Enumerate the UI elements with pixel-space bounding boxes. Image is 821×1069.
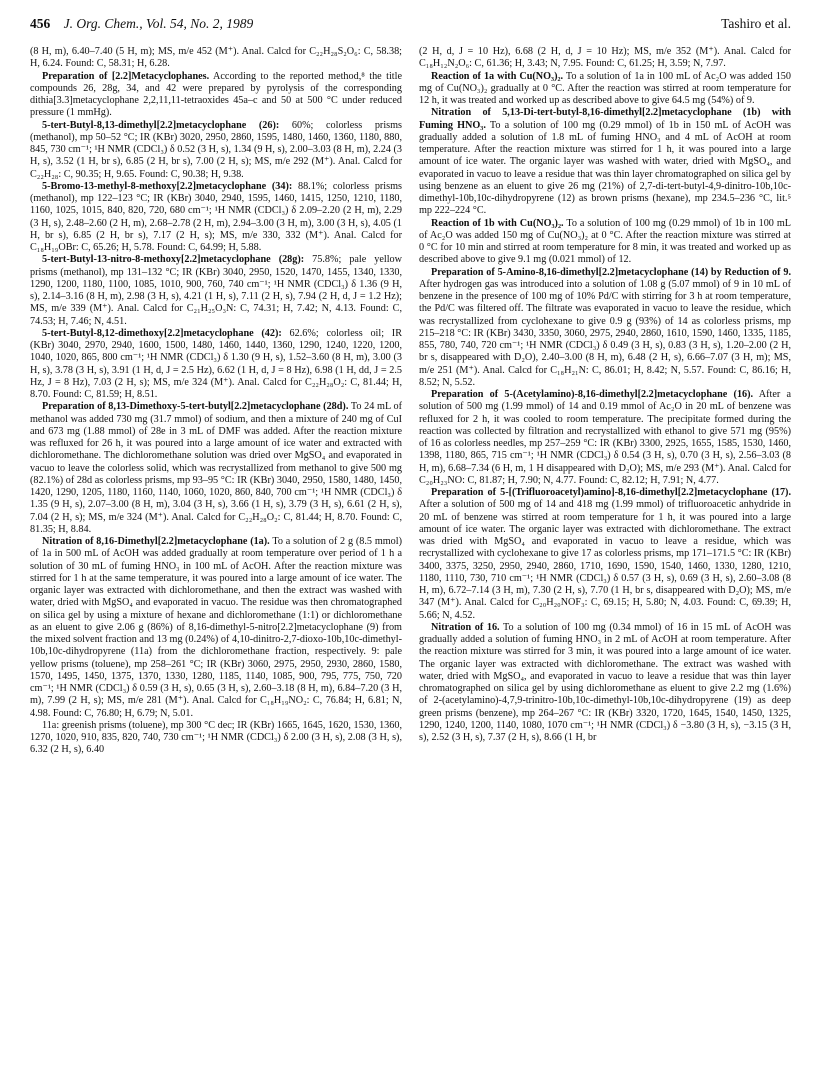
paragraph — [30, 46, 402, 71]
section-heading: Reaction of 1b with Cu(NO₃)₂. — [431, 217, 564, 229]
paragraph — [30, 120, 402, 181]
paragraph-text: To a solution of 1a in 100 mL of Ac₂O was added 150 mg of Cu(NO₃)₂ gradually at 0 °C. After the reaction was stirred at room temperature for 12 h, it was treated and worked up as described above to give 64.5 mg (54%) of 9. — [419, 70, 791, 106]
paragraph — [30, 536, 402, 720]
paragraph — [30, 401, 402, 536]
paragraph-text: To 24 mL of methanol was added 730 mg (31.7 mmol) of sodium, and then a mixture of 240 mg of CuI and 673 mg (1.88 mmol) of 28e in 3 mL of DMF was added. After the reaction mixture was refluxed for 26 h, it was poured into a large amount of ice water and extracted with dichloromethane. The dichloromethane solution was dried over MgSO₄ and evaporated in vacuo to leave the colorless solid, which was recrystallized from methanol to give 500 mg (82.1%) of 28d as colorless prisms, mp 93–95 °C: IR (KBr) 3040, 2950, 1580, 1480, 1450, 1420, 1290, 1205, 1180, 1160, 1140, 1060, 1020, 860, 840, 700 cm⁻¹; ¹H NMR (CDCl₃) δ 1.35 (9 H, s), 2.07–3.00 (8 H, m), 3.04 (3 H, s), 3.66 (1 H, s), 3.79 (3 H, s), 6.61 (2 H, s), 7.04 (2 H, s); MS, m/e 324 (M⁺). Anal. Calcd for C₂₂H₂₈O₂: C, 81.44; H, 8.70. Found: C, 81.35; H, 8.84. — [30, 401, 402, 535]
paragraph-text: 11a: greenish prisms (toluene), mp 300 °C dec; IR (KBr) 1665, 1645, 1620, 1530, 1360, 1270, 1020, 910, 835, 820, 740, 730 cm⁻¹; ¹H NMR (CDCl₃) δ 2.00 (3 H, s), 2.08 (3 H, s), 6.32 (2 H, s), 6.40 — [30, 719, 402, 756]
section-heading: 5-tert-Butyl-13-nitro-8-methoxy[2.2]metacyclophane (28g): — [42, 254, 305, 266]
running-authors: Tashiro et al. — [721, 16, 791, 31]
paragraph-text: To a solution of 100 mg (0.29 mmol) of 1b in 100 mL of Ac₂O was added 150 mg of Cu(NO₃)₂ at 0 °C. After the reaction mixture was stirred at 0 °C for 10 min and stirred at room temperature for 8 min, it was treated and worked up as described above to give 9.1 mg (0.021 mmol) of 12. — [419, 217, 791, 266]
page-number: 456 — [30, 16, 51, 31]
paragraph — [419, 622, 791, 745]
paragraph — [30, 181, 402, 255]
paragraph-text: After a solution of 500 mg of 14 and 418 mg (1.99 mmol) of trifluoroacetic anhydride in 20 mL of benzene was stirred at room temperature for 1 h, it was poured into a large amount of ice water. The organic layer was extracted with dichloromethane. The extract was dried with MgSO₄ and evaporated in vacuo to leave a residue, which was recrystallized with cyclohexane to give 17 as colorless prisms, mp 171–171.5 °C: IR (KBr) 3400, 3375, 3250, 2950, 2940, 2860, 1710, 1690, 1590, 1540, 1460, 1330, 1280, 1210, 1180, 1110, 730, 710 cm⁻¹; ¹H NMR (CDCl₃) δ 0.57 (3 H, s), 0.69 (3 H, s), 2.60–3.08 (8 H, m), 6.72–7.14 (3 H, m), 7.30 (2 H, s), 7.70 (1 H, br s, disappeared with D₂O); MS, m/e 347 (M⁺). Anal. Calcd for C₂₀H₂₀NOF₃: C, 69.15; H, 5.80; N, 4.03. Found: C, 69.39; H, 5.66; N, 4.52. — [419, 499, 791, 621]
section-heading: Preparation of [2.2]Metacyclophanes. — [42, 70, 210, 82]
paragraph-text: 88.1%; colorless prisms (methanol), mp 122–123 °C; IR (KBr) 3040, 2940, 1595, 1460, 1415, 1250, 1210, 1180, 1160, 1025, 1015, 840, 820, 720, 680 cm⁻¹; ¹H NMR (CDCl₃) δ 2.09–2.20 (2 H, m), 2.29 (3 H, s), 2.48–2.60 (2 H, m), 2.68–2.78 (2 H, m), 2.94–3.00 (3 H, m), 3.00 (3 H, s), 4.05 (1 H, br s), 6.85 (2 H, br s), 7.17 (2 H, s); MS, m/e 330, 332 (M⁺). Anal. Calcd for C₁₈H₁₉OBr: C, 65.26; H, 5.78. Found: C, 64.99; H, 5.88. — [30, 180, 402, 253]
paragraph — [419, 389, 791, 487]
journal-citation: J. Org. Chem., Vol. 54, No. 2, 1989 — [63, 16, 254, 31]
section-heading: 5-tert-Butyl-8,13-dimethyl[2.2]metacyclophane (26): — [42, 119, 280, 131]
paragraph-text: According to the reported method,⁸ the title compounds 26, 28g, 34, and 42 were prepared by pyrolysis of the corresponding dithia[3.3]metacyclophane 2,2,11,11-tetraoxides 45a–c and 50 at 500 °C under reduced pressure (1 mmHg). — [30, 70, 402, 119]
paragraph — [419, 46, 791, 71]
paragraph — [419, 71, 791, 108]
paragraph-text: After a solution of 500 mg (1.99 mmol) of 14 and 0.19 mmol of Ac₂O in 20 mL of benzene was refluxed for 2 h, it was cooled to room temperature. The precipitate formed during the reaction was collected by filtration and recrystallized with ethanol to give 571 mg (95%) of 16 as colorless needles, mp 257–259 °C: IR (KBr) 3300, 2925, 1655, 1585, 1530, 1460, 1398, 1180, 865, 715 cm⁻¹; ¹H NMR (CDCl₃) δ 0.54 (3 H, s), 0.70 (3 H, s), 2.56–3.03 (8 H, m), 6.68–7.34 (6 H, m, 1 H disappeared with D₂O); MS, m/e 293 (M⁺). Anal. Calcd for C₂₀H₂₃NO: C, 81.87; H, 7.90; N, 4.77. Found: C, 82.12; H, 7.91; N, 4.77. — [419, 389, 791, 486]
paragraph — [30, 254, 402, 328]
paragraph — [30, 71, 402, 120]
paragraph-text: 62.6%; colorless oil; IR (KBr) 3040, 2970, 2940, 1600, 1500, 1480, 1460, 1440, 1360, 1290, 1240, 1220, 1200, 1040, 1020, 865, 800 cm⁻¹; ¹H NMR (CDCl₃) δ 1.30 (9 H, s), 1.52–3.60 (8 H, m), 3.00 (3 H, s), 3.78 (3 H, s), 3.91 (1 H, d, J = 2.5 Hz), 6.62 (1 H, d, J = 8 Hz), 6.98 (1 H, dd, J = 2.5 Hz, J = 8 Hz), 7.03 (2 H, s); MS, m/e 324 (M⁺). Anal. Calcd for C₂₂H₂₈O₂: C, 81.44; H, 8.70. Found: C, 81.59; H, 8.51. — [30, 327, 402, 400]
paragraph-text: To a solution of 100 mg (0.29 mmol) of 1b in 150 mL of AcOH was gradually added a solution of 1.8 mL of fuming HNO₃ and 4 mL of AcOH at room temperature. After the reaction mixture was stirred for 1 h, it was poured into a large amount of ice water. The organic layer was washed with water, dried with MgSO₄, and evaporated in vacuo to leave a residue that was thin layer chromatographed on silica gel by using benzene as an eluent to give 26 mg (21%) of 2,7-di-tert-butyl-4,9-dinitro-10b,10c-dimethyl-10b,10c-dihydropyrene (12) as brown prisms (hexane), mp 234.5–236 °C, lit.⁵ mp 222–224 °C. — [419, 119, 791, 217]
paragraph-text: 75.8%; pale yellow prisms (methanol), mp 131–132 °C; IR (KBr) 3040, 2950, 1520, 1470, 1455, 1340, 1330, 1290, 1200, 1180, 1100, 1085, 1010, 900, 760, 740 cm⁻¹; ¹H NMR (CDCl₃) δ 1.36 (9 H, s), 2.14–3.16 (8 H, m), 2.98 (3 H, s), 4.21 (1 H, s), 7.11 (2 H, s), 7.94 (2 H, d, J = 1.2 Hz); MS, m/e 339 (M⁺). Anal. Calcd for C₂₁H₂₅O₃N: C, 74.31; H, 7.42; N, 4.13. Found: C, 74.53; H, 7.46; N, 4.51. — [30, 254, 402, 327]
paragraph — [30, 328, 402, 402]
paragraph-text: (2 H, d, J = 10 Hz), 6.68 (2 H, d, J = 10 Hz); MS, m/e 352 (M⁺). Anal. Calcd for C₁₈H₁₂N₂O₆: C, 61.36; H, 3.43; N, 7.95. Found: C, 61.25; H, 3.59; N, 7.97. — [419, 46, 791, 70]
paragraph-text: 60%; colorless prisms (methanol), mp 50–52 °C; IR (KBr) 3020, 2950, 2860, 1595, 1480, 1460, 1360, 1180, 880, 845, 730 cm⁻¹; ¹H NMR (CDCl₃) δ 0.52 (3 H, s), 1.34 (9 H, s), 2.00–3.03 (8 H, m), 2.24 (3 H, s), 3.52 (1 H, br s), 6.85 (2 H, br s), 7.00 (2 H, s); MS, m/e 292 (M⁺). Anal. Calcd for C₂₂H₂₈: C, 90.35; H, 9.65. Found: C, 90.38; H, 9.38. — [30, 119, 403, 180]
paragraph-text: After hydrogen gas was introduced into a solution of 1.08 g (5.07 mmol) of 9 in 10 mL of benzene in the presence of 100 mg of 10% Pd/C with stirring for 3 h at room temperature, the Pd/C was filtered off. The filtrate was evaporated in vacuo to leave the residue, which was recrystallized from cyclohexane to give 0.9 g (93%) of 14 as colorless prisms, mp 215–218 °C: IR (KBr) 3430, 3350, 3060, 2975, 2940, 2860, 1610, 1590, 1460, 1335, 1185, 855, 780, 740, 720 cm⁻¹; ¹H NMR (CDCl₃) δ 0.49 (3 H, s), 0.83 (3 H, s), 1.20–2.00 (2 H, br s, disappeared with D₂O), 2.40–3.00 (8 H, m), 6.48 (2 H, s), 6.66–7.07 (3 H, m); MS, m/e 251 (M⁺). Anal. Calcd for C₁₈H₂₁N: C, 86.01; H, 8.42; N, 5.57. Found: C, 86.16; H, 8.52; N, 5.52. — [419, 278, 791, 388]
right-column — [419, 46, 791, 744]
section-heading: Reaction of 1a with Cu(NO₃)₂. — [431, 70, 564, 82]
section-heading: 5-tert-Butyl-8,12-dimethoxy[2.2]metacyclophane (42): — [42, 327, 282, 339]
left-column — [30, 46, 402, 757]
running-header — [30, 16, 791, 36]
paragraph-text: (8 H, m), 6.40–7.40 (5 H, m); MS, m/e 452 (M⁺). Anal. Calcd for C₂₂H₂₈S₂O₆: C, 58.38; H, 6.24. Found: C, 58.31; H, 6.28. — [30, 46, 402, 70]
paragraph — [419, 267, 791, 390]
paragraph — [419, 218, 791, 267]
paragraph-text: To a solution of 2 g (8.5 mmol) of 1a in 500 mL of AcOH was added gradually at room temperature over period of 1 h a solution of 30 mL of fuming HNO₃ in 100 mL of AcOH. After the reaction mixture was stirred for 1 h at the same temperature, it was poured into a large amount of ice water. The organic layer was extracted with dichloromethane, and then the extract was washed with water, dried with MgSO₄ and evaporated in vacuo. The residue was then chromatographed on silica gel by using a mixture of hexane and dichloromethane (1:1) or dichloromethane as an eluent to give 2.06 g (86%) of 8,16-dimethyl-5-nitro[2.2]metacyclophane (9) from the mixed solvent fraction and 13 mg (0.24%) of 4,10-dinitro-2,7-dioxo-10b,10c-dimethyl-10b,10c-dihydropyrene (11a) from the dichloromethane fraction, respectively. 9: pale yellow prisms (toluene), mp 258–261 °C; IR (KBr) 3060, 2975, 2950, 2930, 2860, 1580, 1570, 1495, 1450, 1375, 1370, 1330, 1280, 1185, 1140, 1085, 900, 795, 775, 750, 720 cm⁻¹; ¹H NMR (CDCl₃) δ 0.59 (3 H, s), 0.65 (3 H, s), 2.60–3.18 (8 H, m), 6.84–7.20 (3 H, m), 7.99 (2 H, s); MS, m/e 281 (M⁺). Anal. Calcd for C₁₈H₁₉NO₂: C, 76.84; H, 6.81; N, 4.98. Found: C, 76.80; H, 6.79; N, 5.01. — [30, 536, 402, 719]
section-heading: Nitration of 16. — [431, 621, 500, 633]
paragraph-text: To a solution of 100 mg (0.34 mmol) of 16 in 15 mL of AcOH was gradually added a solution of fuming HNO₃ in 2 mL of AcOH at room temperature. After the reaction mixture was stirred for 3 min, it was poured into a large amount of ice water. The organic layer was extracted with dichloromethane. The extract was washed with water, dried with MgSO₄, and evaporated in vacuo to leave a residue that was thin layer chromatographed on silica gel by using dichloromethane as eluent to give 2.2 mg (1.6%) of 2-(acetylamino)-4,7,9-trinitro-10b,10c-dimethyl-10b,10c-dihydropyrene (19) as deep green prisms (benzene), mp 264–267 °C: IR (KBr) 3320, 1720, 1645, 1540, 1450, 1325, 1290, 1240, 1200, 1140, 1080, 1070 cm⁻¹; ¹H NMR (CDCl₃) δ −3.80 (3 H, s), −3.15 (3 H, s), 2.52 (3 H, s), 7.37 (2 H, s), 8.66 (1 H, br — [419, 621, 791, 743]
section-heading: Nitration of 8,16-Dimethyl[2.2]metacyclophane (1a). — [42, 536, 270, 547]
section-heading: Preparation of 8,13-Dimethoxy-5-tert-butyl[2.2]metacyclophane (28d). — [42, 401, 349, 413]
section-heading: Preparation of 5-(Acetylamino)-8,16-dimethyl[2.2]metacyclophane (16). — [431, 389, 754, 400]
section-heading: Preparation of 5-Amino-8,16-dimethyl[2.2]metacyclophane (14) by Reduction of 9. — [431, 266, 791, 278]
section-heading: 5-Bromo-13-methyl-8-methoxy[2.2]metacyclophane (34): — [42, 180, 293, 192]
section-heading: Preparation of 5-[(Trifluoroacetyl)amino]-8,16-dimethyl[2.2]metacyclophane (17). — [431, 487, 791, 498]
paragraph — [419, 107, 791, 217]
paragraph — [30, 720, 402, 757]
paragraph — [419, 487, 791, 622]
section-heading: Nitration of 5,13-Di-tert-butyl-8,16-dimethyl[2.2]metacyclophane (1b) with Fuming HNO₃. — [419, 107, 791, 131]
